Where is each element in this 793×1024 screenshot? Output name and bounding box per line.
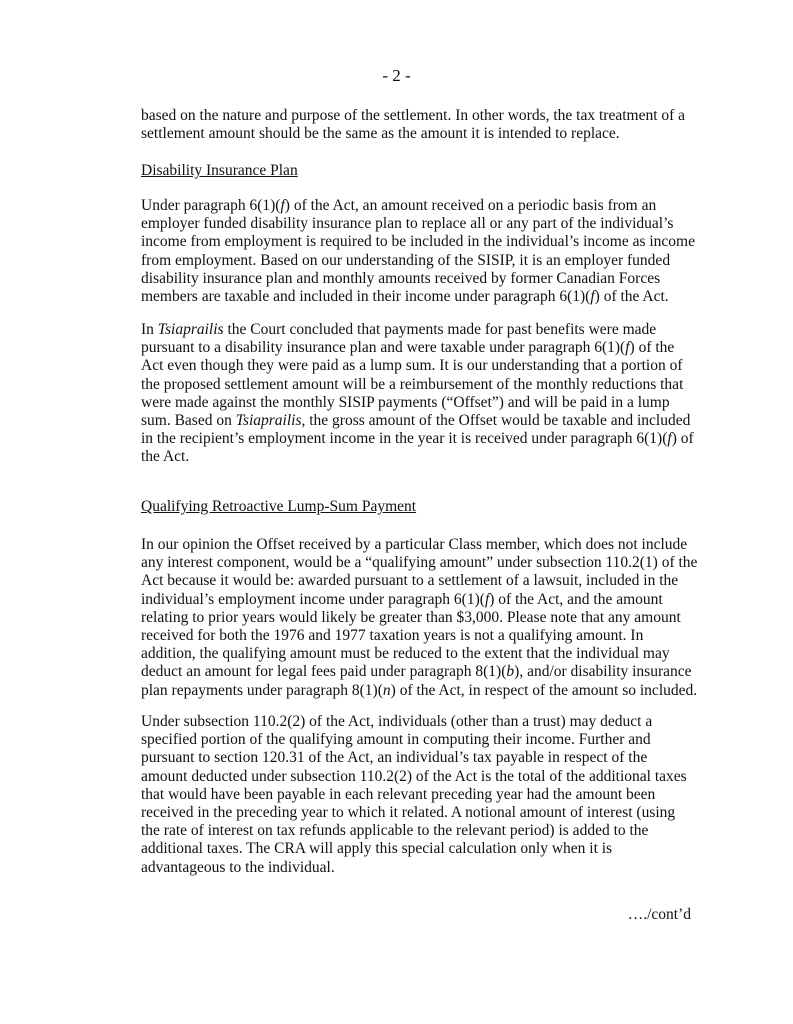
disability-paragraph-2 [141, 321, 701, 467]
text-line: pursuant to section 120.31 of the Act, an individual’s tax payable in respect of the [141, 749, 648, 767]
text-line: received for both the 1976 and 1977 taxation years is not a qualifying amount. In [141, 627, 644, 645]
text-line: individual’s employment income under paragraph 6(1)(f) of the Act, and the amount [141, 590, 663, 608]
text-line: any interest component, would be a “qualifying amount” under subsection 110.2(1) of the [141, 554, 698, 572]
text-line: from employment. Based on our understanding of the SISIP, it is an employer funded [141, 251, 671, 269]
text-line: the rate of interest on tax refunds applicable to the relevant period) is added to the [141, 822, 649, 840]
text-line: the proposed settlement amount will be a reimbursement of the monthly reductions that [141, 375, 684, 393]
qualifying-paragraph-1 [141, 536, 701, 700]
text-line: the Act. [141, 448, 190, 466]
disability-heading: Disability Insurance Plan [141, 162, 298, 179]
text-line: employer funded disability insurance plan to replace all or any part of the individual’s [141, 215, 674, 233]
text-line: specified portion of the qualifying amount in computing their income. Further and [141, 731, 651, 749]
text-line: that would have been payable in each relevant preceding year had the amount been [141, 785, 656, 803]
text-line: sum. Based on Tsiaprailis, the gross amount of the Offset would be taxable and included [141, 412, 691, 430]
disability-paragraph-1 [141, 197, 701, 306]
text-line: in the recipient’s employment income in the year it is received under paragraph 6(1)(f) of [141, 430, 694, 448]
text-line: amount deducted under subsection 110.2(2) of the Act is the total of the additional taxes [141, 767, 687, 785]
text-line: relating to prior years would likely be greater than $3,000. Please note that any amount [141, 608, 681, 626]
text-line: deduct an amount for legal fees paid under paragraph 8(1)(b), and/or disability insurance [141, 663, 692, 681]
text-line: settlement amount should be the same as the amount it is intended to replace. [141, 125, 620, 143]
text-line: Under paragraph 6(1)(f) of the Act, an amount received on a periodic basis from an [141, 197, 657, 214]
text-line: addition, the qualifying amount must be reduced to the extent that the individual may [141, 645, 670, 663]
qualifying-heading: Qualifying Retroactive Lump-Sum Payment [141, 498, 417, 515]
text-line: were made against the monthly SISIP payments (“Offset”) and will be paid in a lump [141, 393, 670, 411]
text-line: Act because it would be: awarded pursuant to a settlement of a lawsuit, included in the [141, 572, 679, 590]
text-line: pursuant to a disability insurance plan and were taxable under paragraph 6(1)(f) of the [141, 339, 675, 357]
text-line: members are taxable and included in their income under paragraph 6(1)(f) of the Act. [141, 288, 669, 306]
text-line: In our opinion the Offset received by a particular Class member, which does not include [141, 536, 688, 553]
text-line: Under subsection 110.2(2) of the Act, individuals (other than a trust) may deduct a [141, 713, 653, 730]
text-line: received in the preceding year to which it related. A notional amount of interest (using [141, 804, 676, 822]
text-line: plan repayments under paragraph 8(1)(n) of the Act, in respect of the amount so included. [141, 681, 698, 699]
qualifying-paragraph-2 [141, 713, 701, 877]
text-line: disability insurance plan and monthly amounts received by former Canadian Forces [141, 269, 661, 287]
text-line: advantageous to the individual. [141, 858, 335, 876]
text-line: additional taxes. The CRA will apply this special calculation only when it is [141, 840, 613, 858]
text-line: income from employment is required to be included in the individual’s income as income [141, 233, 695, 251]
continued-marker: …./cont’d [627, 906, 691, 923]
text-line: Act even though they were paid as a lump sum. It is our understanding that a portion of [141, 357, 683, 375]
page-number: - 2 - [382, 66, 411, 85]
intro-paragraph [141, 107, 701, 143]
text-line: based on the nature and purpose of the settlement. In other words, the tax treatment of a [141, 107, 686, 124]
text-line: In Tsiaprailis the Court concluded that payments made for past benefits were made [141, 321, 657, 338]
